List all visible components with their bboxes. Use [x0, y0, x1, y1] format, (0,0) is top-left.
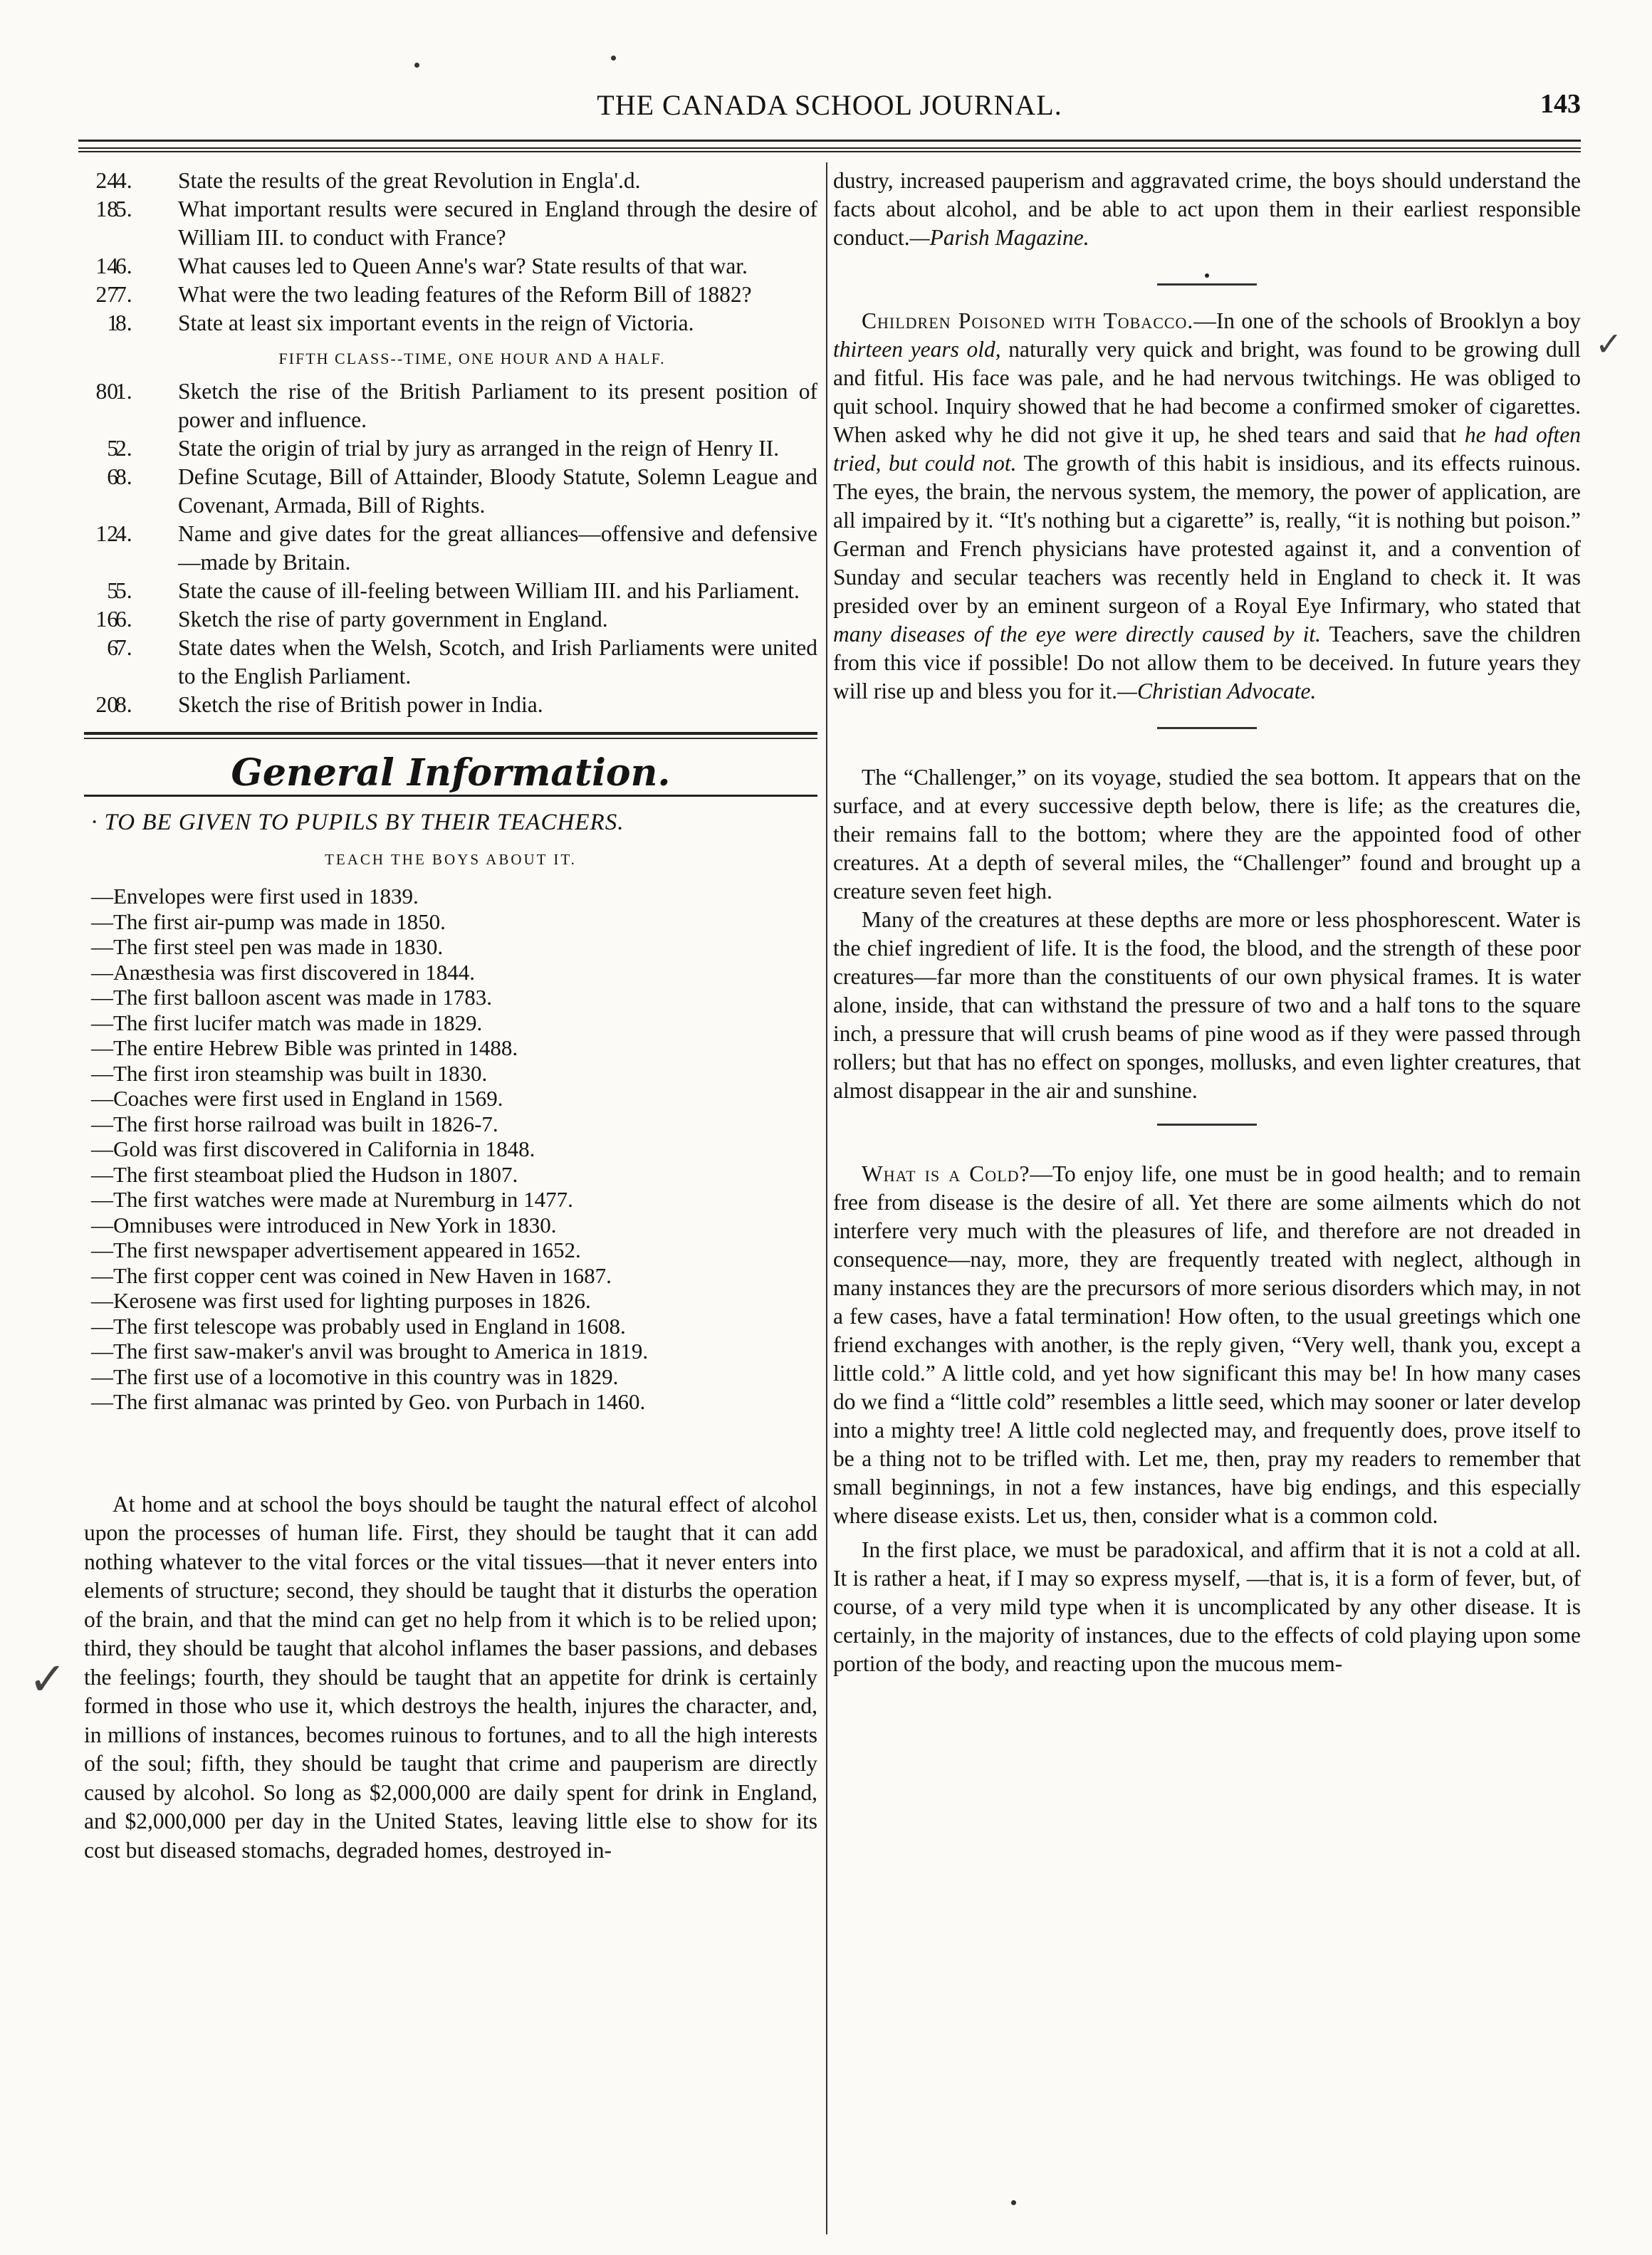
question-number: 6. — [115, 607, 132, 632]
separator-rule — [1157, 283, 1257, 286]
exam-question-row — [84, 691, 817, 719]
separator-dot — [1205, 273, 1209, 278]
question-marks: 12 — [95, 521, 118, 546]
exam-question-row — [84, 309, 817, 338]
question-number: 7. — [115, 635, 132, 660]
fact-item: —Gold was first discovered in California in 1848. — [91, 1136, 535, 1161]
question-text: What causes led to Queen Anne's war? State results of that war. — [178, 253, 748, 278]
fact-item: —Anæsthesia was first discovered in 1844. — [91, 959, 475, 985]
journal-title: THE CANADA SCHOOL JOURNAL. — [597, 89, 1062, 121]
question-number: 8. — [115, 310, 132, 335]
question-marks: 80 — [95, 379, 118, 404]
fact-item: —The first horse railroad was built in 1826-7. — [91, 1111, 498, 1136]
fact-item: —The first steamboat plied the Hudson in 1807. — [91, 1161, 518, 1187]
question-text: State at least six important events in the reign of Victoria. — [178, 310, 694, 335]
question-text: Sketch the rise of party government in England. — [178, 607, 608, 632]
question-marks: 18 — [95, 197, 118, 221]
article-lead: Children Poisoned with Tobacco. — [862, 308, 1194, 333]
section-rule — [84, 738, 817, 739]
exam-question-row — [84, 434, 817, 463]
article-lead: What is a Cold? — [862, 1161, 1030, 1186]
question-number: 5. — [115, 197, 132, 221]
exam-question-row — [84, 605, 817, 634]
question-text: Name and give dates for the great alliances—offensive and defensive—made by Britain. — [178, 521, 817, 575]
section-subtitle: · TO BE GIVEN TO PUPILS BY THEIR TEACHERS. — [91, 810, 624, 835]
fact-item: —Coaches were first used in England in 1569. — [91, 1086, 503, 1111]
question-text-wrap — [115, 309, 817, 338]
scan-speck — [611, 56, 616, 61]
question-number: 8. — [115, 464, 132, 489]
question-text: Sketch the rise of British power in India. — [178, 692, 543, 717]
question-text-wrap — [115, 377, 817, 434]
cold-paragraph-2: In the first place, we must be paradoxical, and affirm that it is not a cold at all. It is rather a heat, if I may so express myself, —that is, it is a form of fever, but, of course, of a very mild type when it is uncomplicated by any other disease. It is certainly, in the majority of instances, due to the effects of cold playing upon some portion of the body, and reacting upon the mucous mem- — [833, 1537, 1581, 1676]
fact-item: —The first almanac was printed by Geo. von Purbach in 1460. — [91, 1389, 646, 1414]
question-text-wrap — [115, 463, 817, 520]
fact-item: —The first use of a locomotive in this country was in 1829. — [91, 1364, 619, 1389]
question-text: What important results were secured in England through the desire of William III. to conduct with France? — [178, 197, 817, 250]
question-marks: 24 — [95, 168, 118, 193]
exam-fourth-class — [84, 167, 817, 338]
question-number: 6. — [115, 253, 132, 278]
challenger-paragraph-2: Many of the creatures at these depths are more or less phosphorescent. Water is the chief ingredient of life. It is the food, the blood, and the strength of these poor creatures—far more than the constituents of our own physical frames. It is water alone, inside, that can withstand the pressure of two and a half tons to the square inch, a pressure that will crush beams of pine wood as if they were passed through rollers; but that has no effect on sponges, mollusks, and even lighter creatures, that almost disappear in the air and sunshine. — [833, 907, 1581, 1103]
facts-heading: TEACH THE BOYS ABOUT IT. — [325, 851, 577, 868]
fact-item: —The first air-pump was made in 1850. — [91, 909, 446, 934]
separator-rule — [1157, 1124, 1257, 1126]
fact-item: —Kerosene was first used for lighting purposes in 1826. — [91, 1288, 591, 1313]
question-marks: 16 — [95, 607, 118, 632]
question-text: State the cause of ill-feeling between William III. and his Parliament. — [178, 578, 800, 603]
alcohol-continuation: dustry, increased pauperism and aggravated crime, the boys should understand the facts about alcohol, and be able to act upon them in their earliest responsible conduct.—Parish Magazine. — [833, 168, 1581, 250]
question-text-wrap — [115, 691, 817, 719]
fact-item: —The entire Hebrew Bible was printed in 1488. — [91, 1035, 518, 1060]
question-number: 8. — [115, 692, 132, 717]
question-number: 4. — [115, 168, 132, 193]
fact-item: —The first telescope was probably used in England in 1608. — [91, 1313, 626, 1339]
question-text-wrap — [115, 434, 817, 463]
question-marks: 5 — [107, 578, 118, 603]
question-text-wrap — [115, 195, 817, 252]
tobacco-article: Children Poisoned with Tobacco.—In one of the schools of Brooklyn a boy thirteen years old, naturally very quick and bright, was found to be growing dull and fitful. His face was pale, and he had nervous twitchings. He was obliged to quit school. Inquiry showed that he had become a confirmed smoker of cigarettes. When asked why he did not give it up, he shed tears and said that he had often tried, but could not. The growth of this habit is insidious, and its effects ruinous. The eyes, the brain, the nervous system, the memory, the power of application, are all impaired by it. “It's nothing but a cigarette” is, really, “it is nothing but poison.” German and French physicians have protested against it, and a convention of Sunday and secular teachers was recently held in England to check it. It was presided over by an eminent surgeon of a Royal Eye Infirmary, who stated that many diseases of the eye were directly caused by it. Teachers, save the children from this vice if possible! Do not allow them to be deceived. In future years they will rise up and bless you for it.—Christian Advocate. — [833, 308, 1581, 703]
fact-item: —The first lucifer match was made in 1829. — [91, 1010, 483, 1035]
question-marks: 14 — [95, 253, 118, 278]
question-text-wrap — [115, 252, 817, 281]
fact-item: —Omnibuses were introduced in New York in 1830. — [91, 1212, 557, 1238]
page-header — [78, 80, 1581, 130]
question-text: Sketch the rise of the British Parliament to its present position of power and influence. — [178, 379, 817, 432]
question-number: 2. — [115, 436, 132, 461]
question-marks: 20 — [95, 692, 118, 717]
scan-speck — [414, 63, 419, 68]
question-text: State dates when the Welsh, Scotch, and Irish Parliaments were united to the English Parliament. — [178, 635, 817, 689]
question-marks: 1 — [107, 310, 118, 335]
fact-item: —Envelopes were first used in 1839. — [91, 884, 419, 909]
fifth-class-heading: FIFTH CLASS--TIME, ONE HOUR AND A HALF. — [278, 350, 666, 367]
question-text-wrap — [115, 605, 817, 634]
exam-question-row — [84, 463, 817, 520]
exam-question-row — [84, 634, 817, 691]
cold-article: What is a Cold?—To enjoy life, one must be in good health; and to remain free from disease is the desire of all. Yet there are some ailments which do not interfere very much with the pleasures of life, and therefore are not dreaded in consequence—nay, more, they are frequently treated with neglect, although in many instances they are the precursors of more serious disorders which may, in not a few cases, have a fatal termination! How often, to the usual greetings which one friend exchanges with another, is the reply given, “Very well, thank you, except a little cold.” A little cold, and yet how significant this may be! In how many cases do we find a “little cold” resembles a little seed, which may sooner or later develop into a mighty tree! A little cold neglected may, and frequently does, prove itself to be a thing not to be trifled with. Let me, then, pray my readers to remember that small beginnings, in not a few instances, have big endings, and this especially where disease exists. Let us, then, consider what is a common cold. — [833, 1161, 1581, 1528]
question-number: 5. — [115, 578, 132, 603]
question-number: 4. — [115, 521, 132, 546]
alcohol-paragraph: At home and at school the boys should be taught the natural effect of alcohol upon the processes of human life. First, they should be taught that it can add nothing whatever to the vital forces or the vital tissues—that it never enters into elements of structure; second, they should be taught that it disturbs the operation of the brain, and that the mind can get no help from it which is to be relied upon; third, they should be taught that alcohol inflames the baser passions, and debases the feelings; fourth, they should be taught that an appetite for drink is certainly formed in those who use it, which destroys the health, injures the character, and, in millions of instances, becomes ruinous to fortunes, and to all the high interests of the soul; fifth, they should be taught that crime and pauperism are directly caused by alcohol. So long as $2,000,000 are daily spent for drink in England, and $2,000,000 per day in the United States, leaving little else to show for its cost but diseased stomachs, degraded homes, destroyed in- — [84, 1491, 817, 1863]
right-column — [833, 167, 1581, 1678]
scan-speck — [1011, 2200, 1016, 2205]
page-number: 143 — [1540, 89, 1581, 119]
fact-item: —The first iron steamship was built in 1830. — [91, 1060, 488, 1086]
header-rule — [78, 140, 1581, 149]
pencil-check-mark: ✓ — [1595, 325, 1623, 363]
question-text: State the results of the great Revolution in Engla'.d. — [178, 168, 641, 193]
separator-rule — [1157, 727, 1257, 729]
question-number: 1. — [115, 379, 132, 404]
question-text-wrap — [115, 281, 817, 309]
facts-list — [84, 884, 817, 1415]
header-rule-lower — [78, 151, 1581, 152]
question-number: 7. — [115, 282, 132, 307]
question-text-wrap — [115, 634, 817, 691]
question-marks: 5 — [107, 436, 118, 461]
source-citation: —Parish Magazine. — [909, 225, 1089, 250]
exam-question-row — [84, 281, 817, 309]
fact-item: —The first saw-maker's anvil was brought to America in 1819. — [91, 1339, 649, 1364]
section-rule — [84, 732, 817, 735]
question-marks: 6 — [107, 464, 118, 489]
question-text-wrap — [115, 167, 817, 195]
left-column — [84, 167, 817, 1865]
exam-question-row — [84, 252, 817, 281]
question-text: State the origin of trial by jury as arranged in the reign of Henry II. — [178, 436, 780, 461]
exam-question-row — [84, 520, 817, 577]
fact-item: —The first steel pen was made in 1830. — [91, 934, 444, 959]
fact-item: —The first copper cent was coined in New Haven in 1687. — [91, 1262, 612, 1288]
exam-question-row — [84, 377, 817, 434]
source-citation: —Christian Advocate. — [1117, 679, 1317, 703]
exam-question-row — [84, 195, 817, 252]
challenger-paragraph-1: The “Challenger,” on its voyage, studied the sea bottom. It appears that on the surface, and at every successive depth below, there is life; as the creatures die, their remains fall to the bottom; where they are the appointed food of other creatures. At a depth of several miles, the “Challenger” found and brought up a creature seven feet high. — [833, 765, 1581, 904]
section-rule — [84, 795, 817, 797]
exam-question-row — [84, 577, 817, 605]
pencil-check-mark: ✓ — [28, 1653, 67, 1706]
question-text: What were the two leading features of the Reform Bill of 1882? — [178, 282, 752, 307]
fact-item: —The first balloon ascent was made in 1783. — [91, 985, 493, 1010]
column-divider — [826, 162, 827, 2234]
section-title: General Information. — [231, 751, 671, 795]
question-text-wrap — [115, 520, 817, 577]
question-marks: 27 — [95, 282, 118, 307]
fact-item: —The first watches were made at Nuremburg in 1477. — [91, 1187, 573, 1212]
exam-fifth-class — [84, 377, 817, 719]
exam-question-row — [84, 167, 817, 195]
question-text: Define Scutage, Bill of Attainder, Bloody Statute, Solemn League and Covenant, Armada, Bill of Rights. — [178, 464, 817, 518]
question-marks: 6 — [107, 635, 118, 660]
fact-item: —The first newspaper advertisement appeared in 1652. — [91, 1238, 581, 1262]
question-text-wrap — [115, 577, 817, 605]
